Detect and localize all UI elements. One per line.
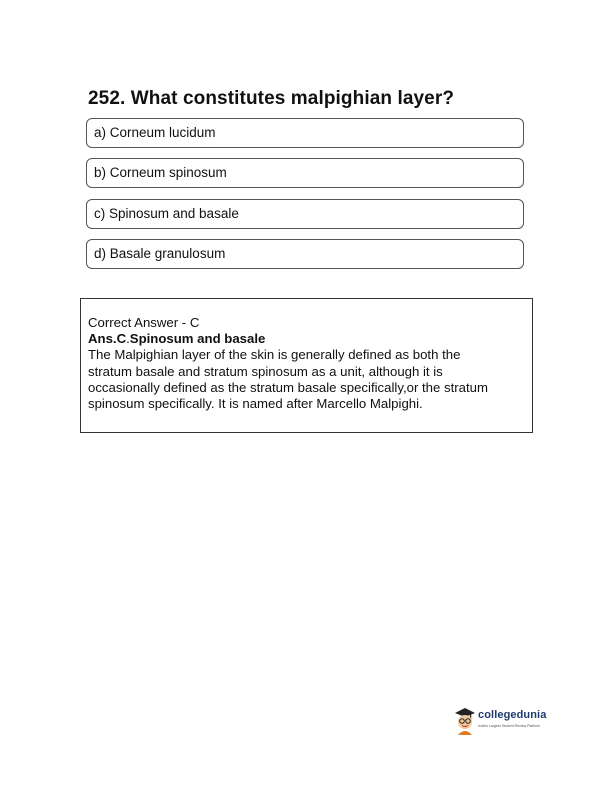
answer-box <box>80 298 533 433</box>
option-d-label: d) Basale granulosum <box>94 246 226 261</box>
explanation-line-4: spinosum specifically. It is named after Marcello Malpighi. <box>88 396 423 412</box>
option-b-label: b) Corneum spinosum <box>94 165 227 180</box>
option-c-label: c) Spinosum and basale <box>94 206 239 221</box>
explanation-line-1: The Malpighian layer of the skin is generally defined as both the <box>88 347 461 363</box>
logo-wordmark: collegedunia <box>478 709 547 721</box>
explanation-line-3: occasionally defined as the stratum basale specifically,or the stratum <box>88 379 488 395</box>
option-a[interactable] <box>86 118 524 148</box>
correct-answer-line: Correct Answer - C <box>88 315 200 330</box>
option-c[interactable] <box>86 199 524 229</box>
explanation-line-2: stratum basale and stratum spinosum as a unit, although it is <box>88 363 443 379</box>
option-b[interactable] <box>86 158 524 188</box>
option-d[interactable] <box>86 239 524 269</box>
collegedunia-logo <box>453 704 563 740</box>
option-a-label: a) Corneum lucidum <box>94 125 216 140</box>
answer-prefix: Ans.C <box>88 331 127 347</box>
answer-text: Spinosum and basale <box>129 331 266 347</box>
answer-heading <box>88 331 524 347</box>
logo-tagline: India's Largest Student Review Platform <box>478 724 541 728</box>
graduate-mascot-icon <box>453 706 477 736</box>
answer-dot: . <box>126 331 130 347</box>
question-title: 252. What constitutes malpighian layer? <box>88 88 455 109</box>
